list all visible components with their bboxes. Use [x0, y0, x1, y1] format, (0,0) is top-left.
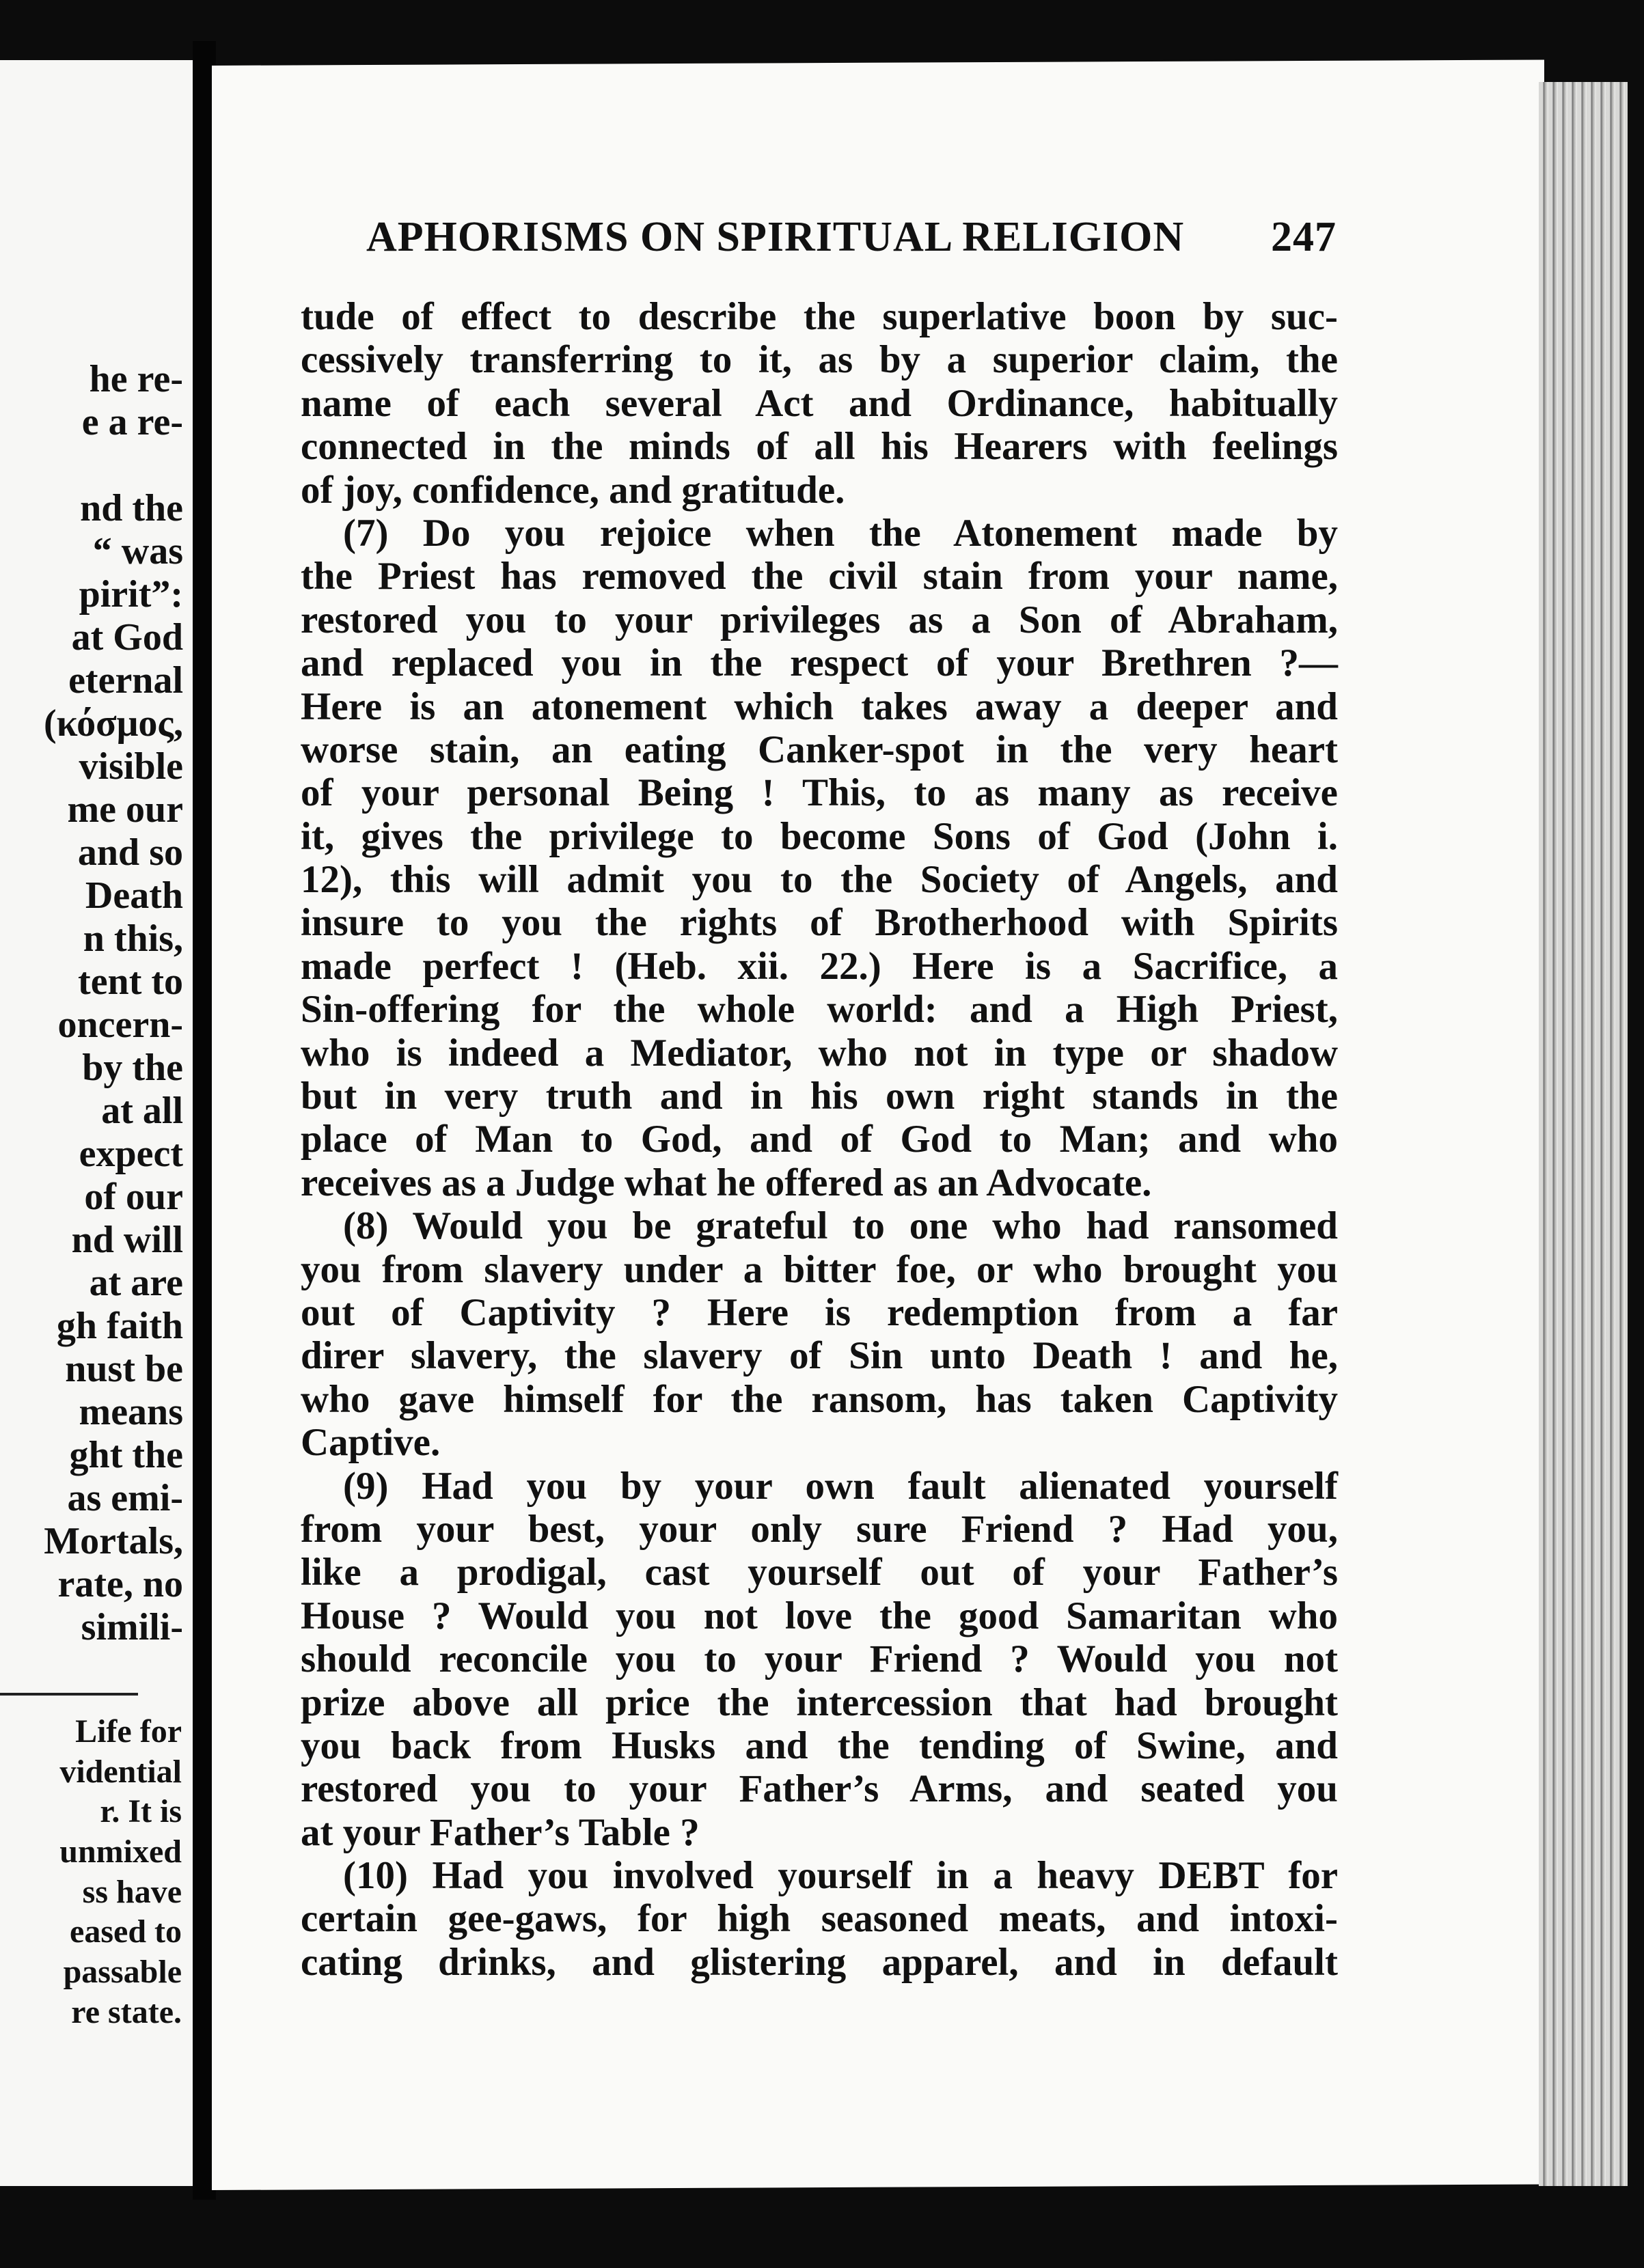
previous-page-line: e a re-	[81, 401, 183, 443]
body-line: Sin-offering for the whole world: and a High Priest,	[301, 988, 1338, 1032]
body-line: connected in the minds of all his Hearers with feelings	[301, 425, 1338, 469]
previous-page-line: eternal	[68, 659, 183, 702]
body-line: (8) Would you be grateful to one who had ransomed	[343, 1204, 1338, 1248]
previous-page-line: at God	[71, 616, 183, 659]
body-line: out of Captivity ? Here is redemption from a far	[301, 1290, 1338, 1334]
previous-page-line: pirit”:	[79, 573, 183, 616]
body-line: place of Man to God, and of God to Man; and who	[301, 1118, 1338, 1161]
body-line: tude of effect to describe the superlative boon by suc-	[301, 295, 1338, 338]
body-line: (9) Had you by your own fault alienated yourself	[343, 1464, 1338, 1508]
body-line: name of each several Act and Ordinance, habitually	[301, 381, 1338, 425]
body-line: cating drinks, and glistering apparel, and in default	[301, 1940, 1338, 1984]
previous-page-line: tent to	[78, 960, 183, 1003]
body-line: cessively transferring to it, as by a superior claim, the	[301, 338, 1338, 382]
page-edges	[1539, 82, 1628, 2186]
body-line: (7) Do you rejoice when the Atonement made by	[343, 511, 1338, 555]
body-line: like a prodigal, cast yourself out of your Father’s	[301, 1551, 1338, 1594]
body-line: receives as a Judge what he offered as an Advocate.	[301, 1161, 1152, 1204]
previous-page-line: me our	[67, 788, 183, 831]
body-line: you back from Husks and the tending of Swine, and	[301, 1724, 1338, 1767]
body-line: Captive.	[301, 1421, 441, 1465]
previous-page-line: “ was	[92, 530, 183, 572]
body-line: direr slavery, the slavery of Sin unto Death ! and he,	[301, 1334, 1338, 1378]
body-line: who gave himself for the ransom, has taken Captivity	[301, 1377, 1338, 1421]
body-line: restored you to your privileges as a Son of Abraham,	[301, 598, 1338, 641]
previous-page-line: and so	[77, 831, 183, 874]
previous-page-line: ght the	[69, 1434, 183, 1476]
body-line: it, gives the privilege to become Sons of God (John i.	[301, 814, 1338, 858]
previous-page-text	[0, 358, 183, 1649]
previous-page-line: rate, no	[57, 1563, 183, 1605]
previous-page-line: he re-	[89, 358, 183, 400]
body-line: prize above all price the intercession that had brought	[301, 1681, 1338, 1724]
previous-page-line: Death	[85, 874, 183, 917]
previous-page-line: oncern-	[57, 1004, 183, 1046]
body-line: insure to you the rights of Brotherhood with Spirits	[301, 901, 1338, 945]
previous-page-line: expect	[79, 1133, 183, 1175]
body-line: and replaced you in the respect of your Brethren ?—	[301, 641, 1338, 685]
footnote-line: re state.	[71, 1993, 182, 2030]
footnote-line: Life for	[75, 1713, 182, 1750]
previous-page-line	[0, 444, 183, 487]
body-text	[301, 295, 1338, 1984]
previous-page-footnote	[0, 1712, 182, 2033]
previous-page-line: nd the	[80, 487, 183, 529]
previous-page-line: gh faith	[56, 1305, 183, 1347]
body-line: made perfect ! (Heb. xii. 22.) Here is a Sacrifice, a	[301, 944, 1338, 988]
footnote-line: eased to	[70, 1913, 182, 1950]
previous-page-line: as emi-	[67, 1477, 183, 1519]
body-line: Here is an atonement which takes away a deeper and	[301, 684, 1338, 728]
body-line: of joy, confidence, and gratitude.	[301, 468, 845, 512]
body-line: certain gee-gaws, for high seasoned meats, and intoxi-	[301, 1897, 1338, 1941]
page-number: 247	[1271, 214, 1337, 260]
previous-page-line: by the	[82, 1047, 183, 1089]
body-line: restored you to your Father’s Arms, and seated you	[301, 1767, 1338, 1811]
body-line: of your personal Being ! This, to as many as receive	[301, 771, 1338, 815]
previous-page-line: nust be	[65, 1348, 183, 1390]
body-line: 12), this will admit you to the Society of Angels, and	[301, 858, 1338, 902]
body-line: House ? Would you not love the good Samaritan who	[301, 1594, 1338, 1637]
body-line: you from slavery under a bitter foe, or who brought you	[301, 1247, 1338, 1291]
running-title: APHORISMS ON SPIRITUAL RELIGION	[366, 214, 1185, 260]
body-line: worse stain, an eating Canker-spot in the very heart	[301, 728, 1338, 771]
running-head	[366, 205, 1337, 266]
footnote-line: r. It is	[100, 1793, 182, 1830]
previous-page	[0, 60, 193, 2186]
previous-page-line: nd will	[71, 1219, 183, 1261]
footnote-line: vidential	[59, 1753, 182, 1790]
body-line: who is indeed a Mediator, who not in type or shadow	[301, 1031, 1338, 1075]
previous-page-line: means	[79, 1391, 183, 1433]
footnote-line: ss have	[82, 1873, 182, 1910]
body-line: at your Father’s Table ?	[301, 1810, 700, 1854]
body-line: should reconcile you to your Friend ? Would you not	[301, 1637, 1338, 1681]
footnote-rule	[0, 1693, 138, 1696]
footnote-line: passable	[63, 1954, 182, 1991]
footnote-line: unmixed	[59, 1834, 182, 1870]
previous-page-line: (κόσμος,	[44, 702, 183, 745]
previous-page-line: of our	[84, 1176, 183, 1218]
previous-page-line: at all	[101, 1090, 183, 1132]
body-line: (10) Had you involved yourself in a heavy DEBT for	[343, 1854, 1338, 1898]
body-line: from your best, your only sure Friend ? Had you,	[301, 1507, 1338, 1551]
previous-page-line: at are	[89, 1262, 183, 1304]
previous-page-line: Mortals,	[44, 1520, 183, 1562]
previous-page-line: visible	[79, 745, 183, 788]
body-line: but in very truth and in his own right stands in the	[301, 1075, 1338, 1118]
previous-page-line: simili-	[81, 1606, 183, 1648]
body-line: the Priest has removed the civil stain from your name,	[301, 555, 1338, 598]
previous-page-line: n this,	[83, 917, 183, 960]
